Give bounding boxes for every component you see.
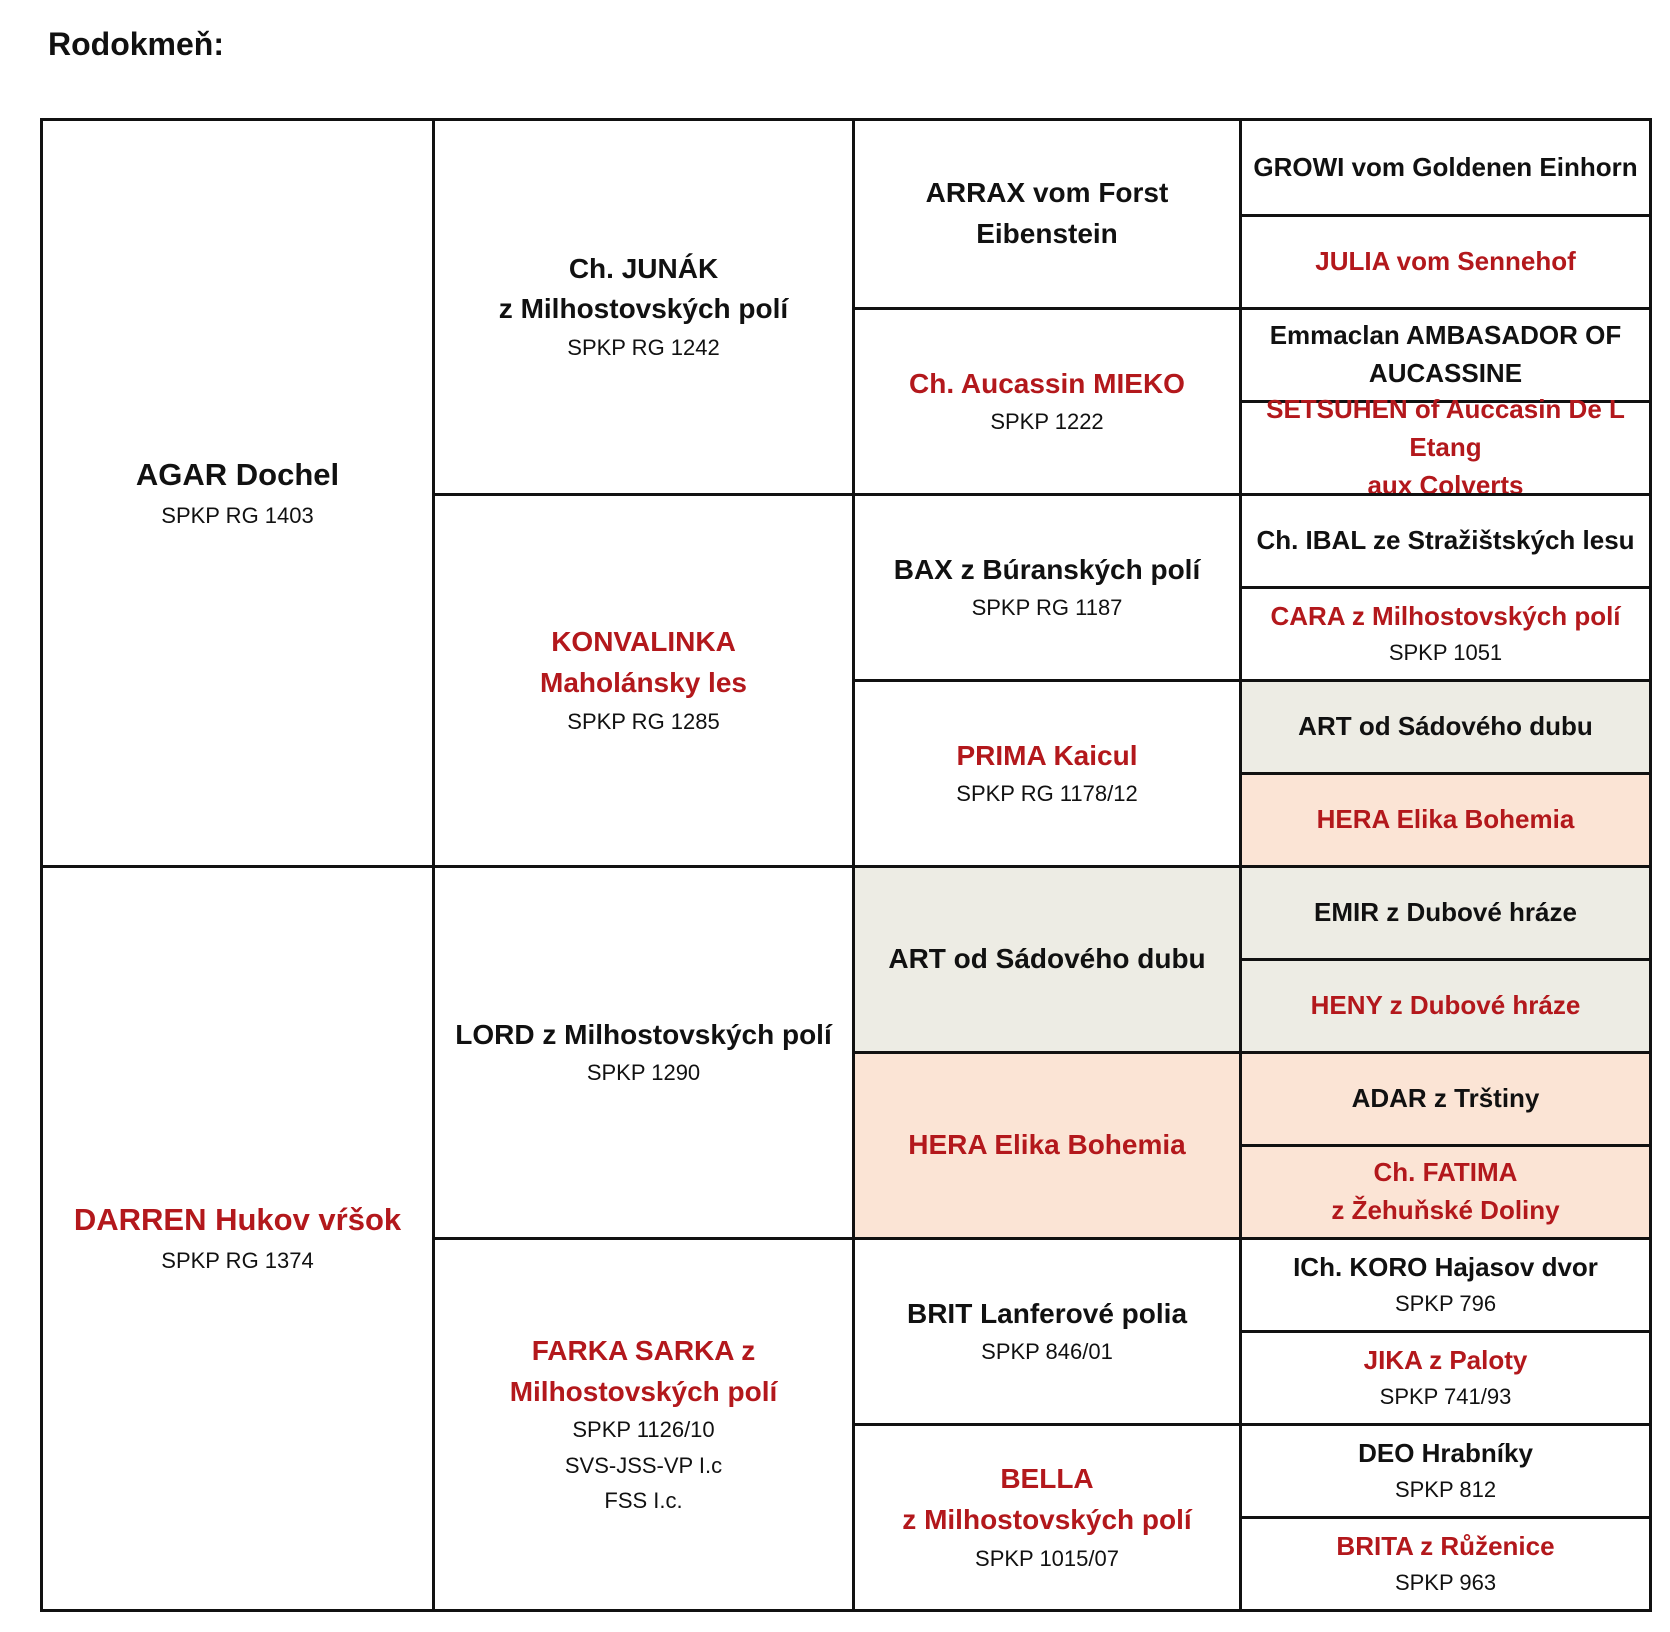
great-grandparent-name: ARRAX vom Forst	[925, 177, 1169, 209]
great-grandparent-cell	[852, 1051, 1239, 1237]
great-grandparent-cell	[852, 1237, 1239, 1423]
parent-sire-reg: SPKP RG 1403	[161, 502, 314, 528]
grandparent-name: FARKA SARKA z	[531, 1335, 756, 1367]
grandparent-title: SVS-JSS-VP I.c	[564, 1452, 723, 1478]
grandparent-name-line2: z Milhostovských polí	[498, 293, 789, 325]
great-grandparent-cell	[852, 1423, 1239, 1609]
ancestor-name: ADAR z Trštiny	[1351, 1083, 1540, 1114]
ancestor-name: DEO Hrabníky	[1358, 1437, 1533, 1468]
ancestor-name: HERA Elika Bohemia	[1316, 804, 1575, 835]
ancestor-cell	[1239, 1051, 1649, 1144]
ancestor-name: JIKA z Paloty	[1363, 1344, 1528, 1375]
great-grandparent-reg: SPKP 846/01	[981, 1339, 1113, 1365]
grandparent-reg: SPKP RG 1242	[567, 335, 720, 360]
grandparent-name: KONVALINKA	[551, 626, 736, 658]
ancestor-cell	[1239, 307, 1649, 400]
ancestor-name: SETSUHEN of Auccasin De L Etang	[1266, 394, 1625, 463]
ancestor-name: GROWI vom Goldenen Einhorn	[1253, 151, 1638, 182]
great-grandparent-reg: SPKP RG 1178/12	[956, 781, 1138, 807]
ancestor-cell	[1239, 958, 1649, 1051]
ancestor-name-line2: AUCASSINE	[1368, 358, 1523, 388]
great-grandparent-name-line2: z Milhostovských polí	[902, 1503, 1192, 1535]
great-grandparent-name: BRIT Lanferové polia	[906, 1297, 1188, 1329]
parent-sire-name: AGAR Dochel	[135, 456, 340, 492]
ancestor-cell	[1239, 1330, 1649, 1423]
ancestor-name-line2: aux Colverts	[1367, 469, 1524, 500]
ancestor-reg: SPKP 796	[1394, 1291, 1497, 1317]
grandparent-reg: SPKP 1290	[586, 1060, 701, 1086]
ancestor-cell	[1239, 772, 1649, 865]
ancestor-cell	[1239, 1237, 1649, 1330]
parent-sire-cell	[43, 121, 432, 865]
parent-dam-reg: SPKP RG 1374	[161, 1248, 314, 1274]
ancestor-cell	[1239, 493, 1649, 586]
ancestor-name: HENY z Dubové hráze	[1310, 990, 1581, 1021]
ancestor-name: Ch. FATIMA	[1373, 1157, 1518, 1188]
ancestor-name: JULIA vom Sennehof	[1315, 246, 1576, 277]
ancestor-reg: SPKP 741/93	[1379, 1384, 1512, 1410]
ancestor-cell	[1239, 586, 1649, 679]
ancestor-cell	[1239, 679, 1649, 772]
ancestor-reg: SPKP 963	[1394, 1570, 1497, 1596]
ancestor-cell	[1239, 121, 1649, 214]
grandparent-name: Ch. JUNÁK	[568, 252, 719, 284]
great-grandparent-name: BAX z Búranských polí	[893, 553, 1201, 585]
ancestor-name: EMIR z Dubové hráze	[1314, 897, 1577, 928]
ancestor-name: BRITA z Růženice	[1336, 1530, 1555, 1561]
great-grandparent-name: PRIMA Kaicul	[956, 739, 1138, 771]
ancestor-cell	[1239, 1516, 1649, 1609]
ancestor-cell	[1239, 1423, 1649, 1516]
grandparent-cell	[432, 121, 852, 493]
ancestor-name: Emmaclan AMBASADOR OF	[1269, 320, 1622, 351]
great-grandparent-name: ART od Sádového dubu	[888, 943, 1206, 975]
ancestor-reg: SPKP 812	[1394, 1477, 1497, 1503]
great-grandparent-name: BELLA	[1000, 1463, 1094, 1495]
great-grandparent-cell	[852, 121, 1239, 307]
page-title: Rodokmeň:	[48, 26, 224, 62]
ancestor-cell	[1239, 214, 1649, 307]
ancestor-reg: SPKP 1051	[1388, 640, 1503, 666]
grandparent-title: FSS I.c.	[604, 1487, 683, 1513]
great-grandparent-cell	[852, 865, 1239, 1051]
great-grandparent-reg: SPKP 1222	[990, 409, 1104, 435]
great-grandparent-reg: SPKP 1015/07	[975, 1545, 1119, 1571]
grandparent-cell	[432, 865, 852, 1237]
ancestor-name: CARA z Milhostovských polí	[1270, 600, 1621, 631]
grandparent-name-line2: Maholánsky les	[540, 666, 747, 698]
great-grandparent-name: HERA Elika Bohemia	[908, 1129, 1186, 1161]
ancestor-cell	[1239, 394, 1649, 500]
ancestor-cell	[1239, 865, 1649, 958]
grandparent-cell	[432, 493, 852, 865]
ancestor-name-line2: z Žehuňské Doliny	[1331, 1195, 1560, 1225]
parent-dam-cell	[43, 865, 432, 1609]
grandparent-name: LORD z Milhostovských polí	[455, 1018, 832, 1050]
great-grandparent-reg: SPKP RG 1187	[971, 595, 1123, 621]
great-grandparent-cell	[852, 307, 1239, 493]
pedigree-table	[40, 118, 1652, 1612]
great-grandparent-cell	[852, 493, 1239, 679]
ancestor-cell	[1239, 1144, 1649, 1237]
great-grandparent-cell	[852, 679, 1239, 865]
parent-dam-name: DARREN Hukov vŕšok	[73, 1202, 402, 1238]
ancestor-name: ICh. KORO Hajasov dvor	[1293, 1251, 1598, 1282]
great-grandparent-name-line2: Eibenstein	[976, 218, 1118, 249]
grandparent-name-line2: Milhostovských polí	[509, 1375, 778, 1407]
great-grandparent-name: Ch. Aucassin MIEKO	[909, 367, 1185, 399]
grandparent-reg: SPKP 1126/10	[572, 1417, 715, 1443]
grandparent-cell	[432, 1237, 852, 1609]
ancestor-name: Ch. IBAL ze Stražištských lesu	[1256, 525, 1635, 556]
grandparent-reg: SPKP RG 1285	[567, 708, 720, 734]
ancestor-name: ART od Sádového dubu	[1298, 711, 1593, 742]
